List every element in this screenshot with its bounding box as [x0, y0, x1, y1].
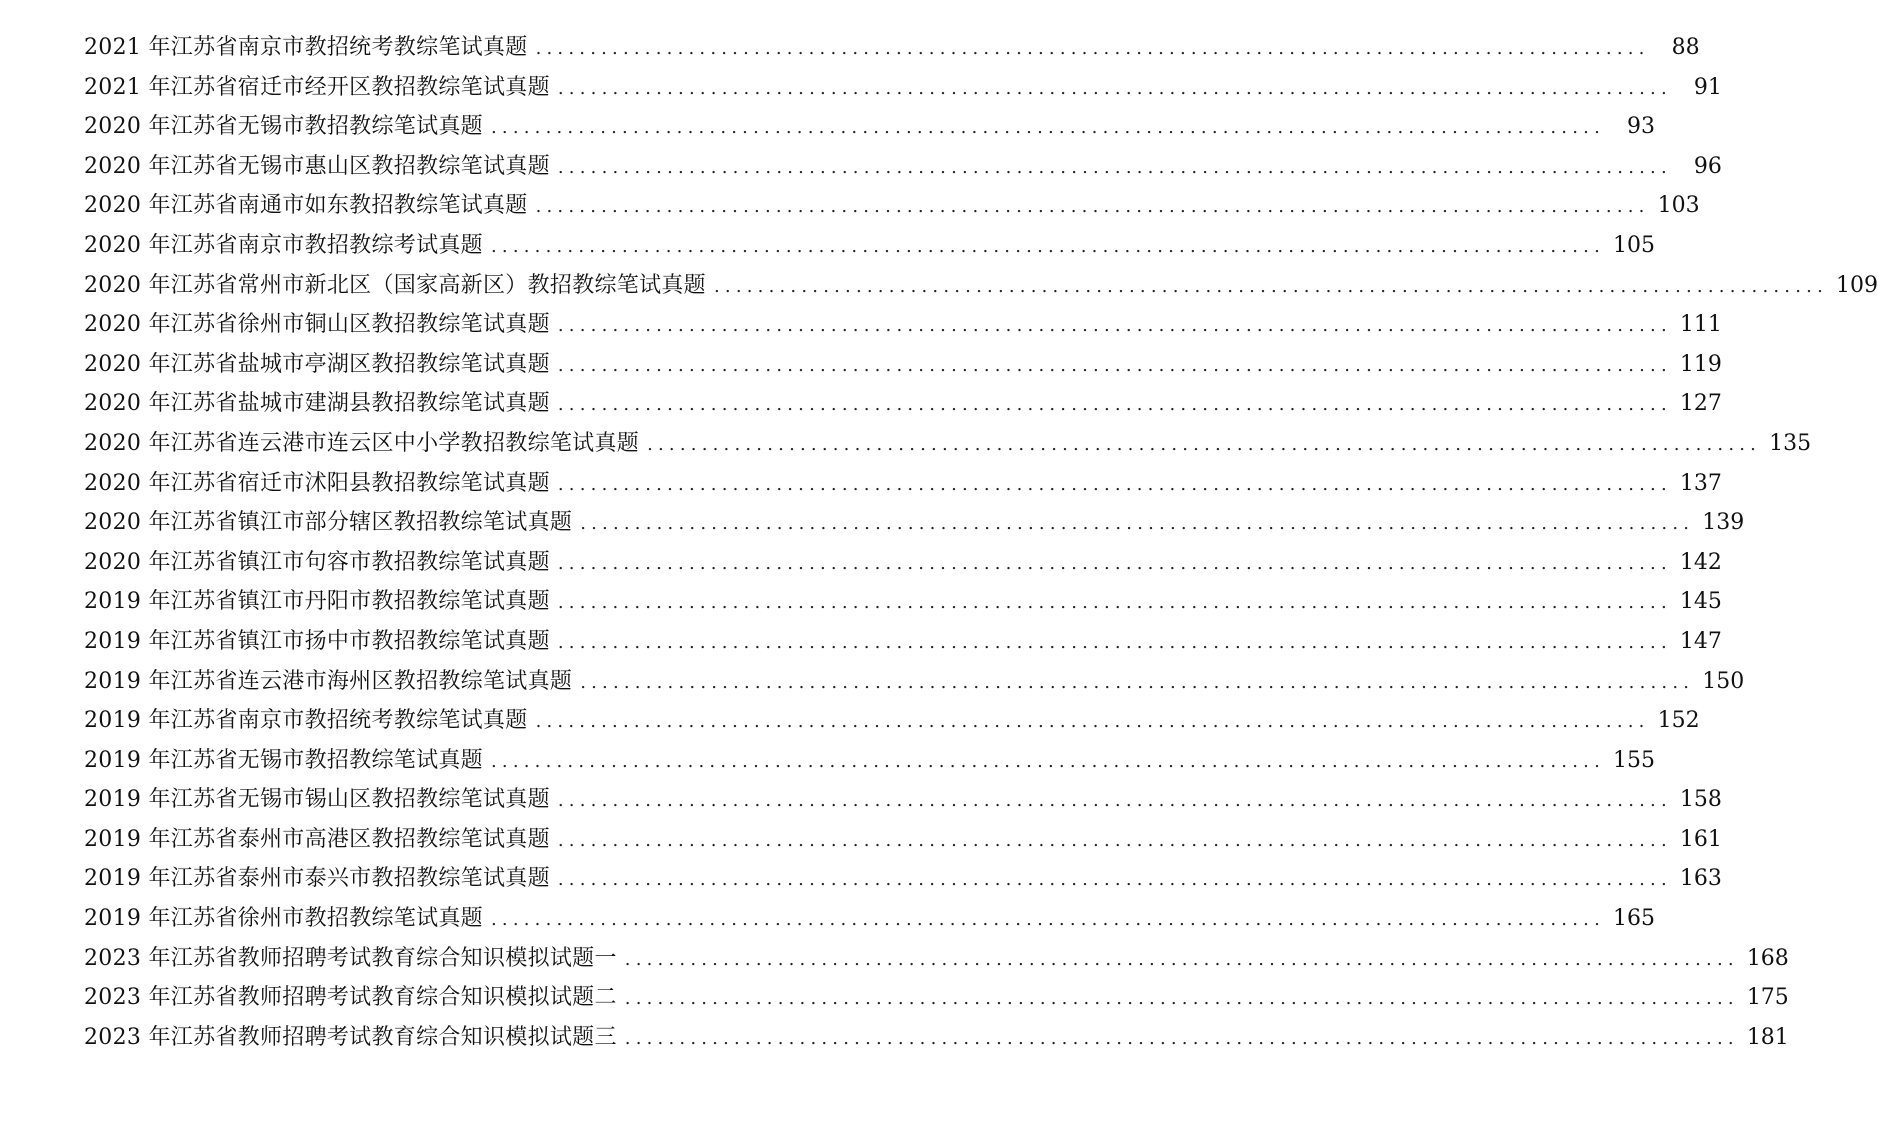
toc-entry-title: 2019 年江苏省南京市教招统考教综笔试真题 [84, 708, 528, 734]
toc-entry[interactable] [84, 424, 1812, 464]
dot-leader: ...................................................................................................... [580, 671, 1695, 693]
toc-entry[interactable] [84, 345, 1722, 385]
toc-entry-page: 175 [1746, 985, 1789, 1011]
toc-entry-title: 2023 年江苏省教师招聘考试教育综合知识模拟试题二 [84, 985, 617, 1011]
toc-entry-page: 155 [1613, 747, 1655, 773]
toc-entry-title: 2019 年江苏省无锡市教招教综笔试真题 [84, 747, 483, 773]
toc-entry-title: 2021 年江苏省南京市教招统考教综笔试真题 [84, 35, 528, 60]
dot-leader: ...................................................................................................... [557, 790, 1672, 812]
dot-leader: ...................................................................................................... [647, 433, 1762, 455]
table-of-contents [84, 28, 1878, 1057]
toc-entry-page: 119 [1679, 351, 1722, 377]
toc-entry-title: 2019 年江苏省泰州市泰兴市教招教综笔试真题 [84, 866, 550, 892]
toc-entry-title: 2023 年江苏省教师招聘考试教育综合知识模拟试题一 [84, 945, 617, 971]
toc-entry[interactable] [84, 107, 1655, 147]
toc-entry-title: 2021 年江苏省宿迁市经开区教招教综笔试真题 [84, 74, 550, 100]
dot-leader: ...................................................................................................... [580, 513, 1695, 535]
toc-entry-page: 152 [1657, 708, 1700, 734]
dot-leader: ...................................................................................................... [557, 156, 1672, 178]
toc-entry[interactable] [84, 226, 1655, 266]
toc-entry-title: 2019 年江苏省无锡市锡山区教招教综笔试真题 [84, 787, 550, 813]
toc-entry[interactable] [84, 305, 1722, 345]
toc-entry-title: 2020 年江苏省宿迁市沭阳县教招教综笔试真题 [84, 470, 550, 496]
toc-entry-title: 2019 年江苏省连云港市海州区教招教综笔试真题 [84, 668, 573, 694]
dot-leader: ...................................................................................................... [557, 829, 1672, 851]
toc-entry[interactable] [84, 384, 1722, 424]
dot-leader: ...................................................................................................... [557, 77, 1672, 99]
dot-leader: ...................................................................................................... [624, 948, 1739, 970]
toc-entry-title: 2019 年江苏省泰州市高港区教招教综笔试真题 [84, 826, 550, 852]
toc-entry[interactable] [84, 701, 1700, 741]
toc-entry-page: 145 [1679, 589, 1722, 615]
toc-entry[interactable] [84, 543, 1722, 583]
toc-entry-title: 2020 年江苏省盐城市建湖县教招教综笔试真题 [84, 391, 550, 417]
toc-entry[interactable] [84, 28, 1700, 68]
toc-entry-title: 2020 年江苏省盐城市亭湖区教招教综笔试真题 [84, 351, 550, 377]
toc-entry[interactable] [84, 780, 1722, 820]
dot-leader: ...................................................................................................... [557, 552, 1672, 574]
toc-entry[interactable] [84, 464, 1722, 504]
toc-entry[interactable] [84, 978, 1789, 1018]
toc-entry-page: 161 [1679, 826, 1722, 852]
dot-leader: ...................................................................................................... [557, 592, 1672, 614]
toc-entry-title: 2019 年江苏省镇江市扬中市教招教综笔试真题 [84, 628, 550, 654]
toc-entry[interactable] [84, 939, 1789, 979]
dot-leader: ...................................................................................................... [490, 117, 1605, 139]
toc-entry-title: 2020 年江苏省无锡市惠山区教招教综笔试真题 [84, 153, 550, 179]
toc-entry-title: 2020 年江苏省连云港市连云区中小学教招教综笔试真题 [84, 430, 640, 456]
dot-leader: ...................................................................................................... [557, 473, 1672, 495]
dot-leader: ...................................................................................................... [535, 38, 1650, 59]
dot-leader: ...................................................................................................... [557, 315, 1672, 337]
toc-entry-title: 2020 年江苏省常州市新北区（国家高新区）教招教综笔试真题 [84, 272, 706, 298]
toc-entry[interactable] [84, 68, 1722, 108]
dot-leader: ...................................................................................................... [624, 988, 1739, 1010]
dot-leader: ...................................................................................................... [557, 869, 1672, 891]
toc-entry[interactable] [84, 503, 1745, 543]
toc-entry-page: 163 [1679, 866, 1722, 892]
dot-leader: ...................................................................................................... [490, 750, 1605, 772]
toc-entry-page: 111 [1679, 312, 1722, 338]
toc-entry[interactable] [84, 147, 1722, 187]
toc-entry[interactable] [84, 662, 1745, 702]
toc-entry-title: 2020 年江苏省南通市如东教招教综笔试真题 [84, 193, 528, 219]
toc-entry[interactable] [84, 622, 1722, 662]
toc-entry-title: 2020 年江苏省镇江市部分辖区教招教综笔试真题 [84, 510, 573, 536]
toc-entry-page: 103 [1657, 193, 1700, 219]
dot-leader: ...................................................................................................... [713, 275, 1828, 297]
toc-entry-page: 150 [1702, 668, 1745, 694]
toc-entry[interactable] [84, 582, 1722, 622]
toc-entry[interactable] [84, 266, 1878, 306]
toc-entry-title: 2023 年江苏省教师招聘考试教育综合知识模拟试题三 [84, 1024, 617, 1050]
toc-entry-title: 2019 年江苏省镇江市丹阳市教招教综笔试真题 [84, 589, 550, 615]
dot-leader: ...................................................................................................... [535, 196, 1650, 218]
toc-entry[interactable] [84, 820, 1722, 860]
toc-entry-page: 168 [1746, 945, 1789, 971]
dot-leader: ...................................................................................................... [535, 711, 1650, 733]
toc-entry[interactable] [84, 899, 1655, 939]
dot-leader: ...................................................................................................... [490, 909, 1605, 931]
toc-entry[interactable] [84, 186, 1700, 226]
toc-entry[interactable] [84, 859, 1722, 899]
toc-entry-page: 165 [1613, 906, 1655, 932]
toc-entry-page: 93 [1627, 114, 1655, 140]
toc-entry-page: 91 [1693, 74, 1722, 100]
toc-entry-page: 139 [1702, 510, 1745, 536]
dot-leader: ...................................................................................................... [624, 1027, 1739, 1049]
toc-entry-page: 109 [1836, 272, 1878, 298]
toc-entry-page: 147 [1679, 628, 1722, 654]
toc-entry-page: 142 [1679, 549, 1722, 575]
toc-entry-page: 158 [1679, 787, 1722, 813]
dot-leader: ...................................................................................................... [557, 631, 1672, 653]
toc-entry[interactable] [84, 1018, 1789, 1058]
toc-entry-title: 2020 年江苏省镇江市句容市教招教综笔试真题 [84, 549, 550, 575]
dot-leader: ...................................................................................................... [557, 354, 1672, 376]
toc-entry-page: 137 [1679, 470, 1722, 496]
dot-leader: ...................................................................................................... [557, 394, 1672, 416]
toc-entry-title: 2020 年江苏省无锡市教招教综笔试真题 [84, 114, 483, 140]
toc-entry-page: 181 [1746, 1024, 1789, 1050]
toc-entry-page: 88 [1671, 35, 1700, 60]
toc-entry-page: 96 [1693, 153, 1722, 179]
toc-entry[interactable] [84, 741, 1655, 781]
toc-entry-page: 105 [1613, 232, 1655, 258]
toc-entry-title: 2020 年江苏省徐州市铜山区教招教综笔试真题 [84, 312, 550, 338]
toc-entry-page: 127 [1679, 391, 1722, 417]
dot-leader: ...................................................................................................... [490, 235, 1605, 257]
toc-entry-page: 135 [1769, 430, 1812, 456]
toc-entry-title: 2020 年江苏省南京市教招教综考试真题 [84, 232, 483, 258]
toc-entry-title: 2019 年江苏省徐州市教招教综笔试真题 [84, 906, 483, 932]
